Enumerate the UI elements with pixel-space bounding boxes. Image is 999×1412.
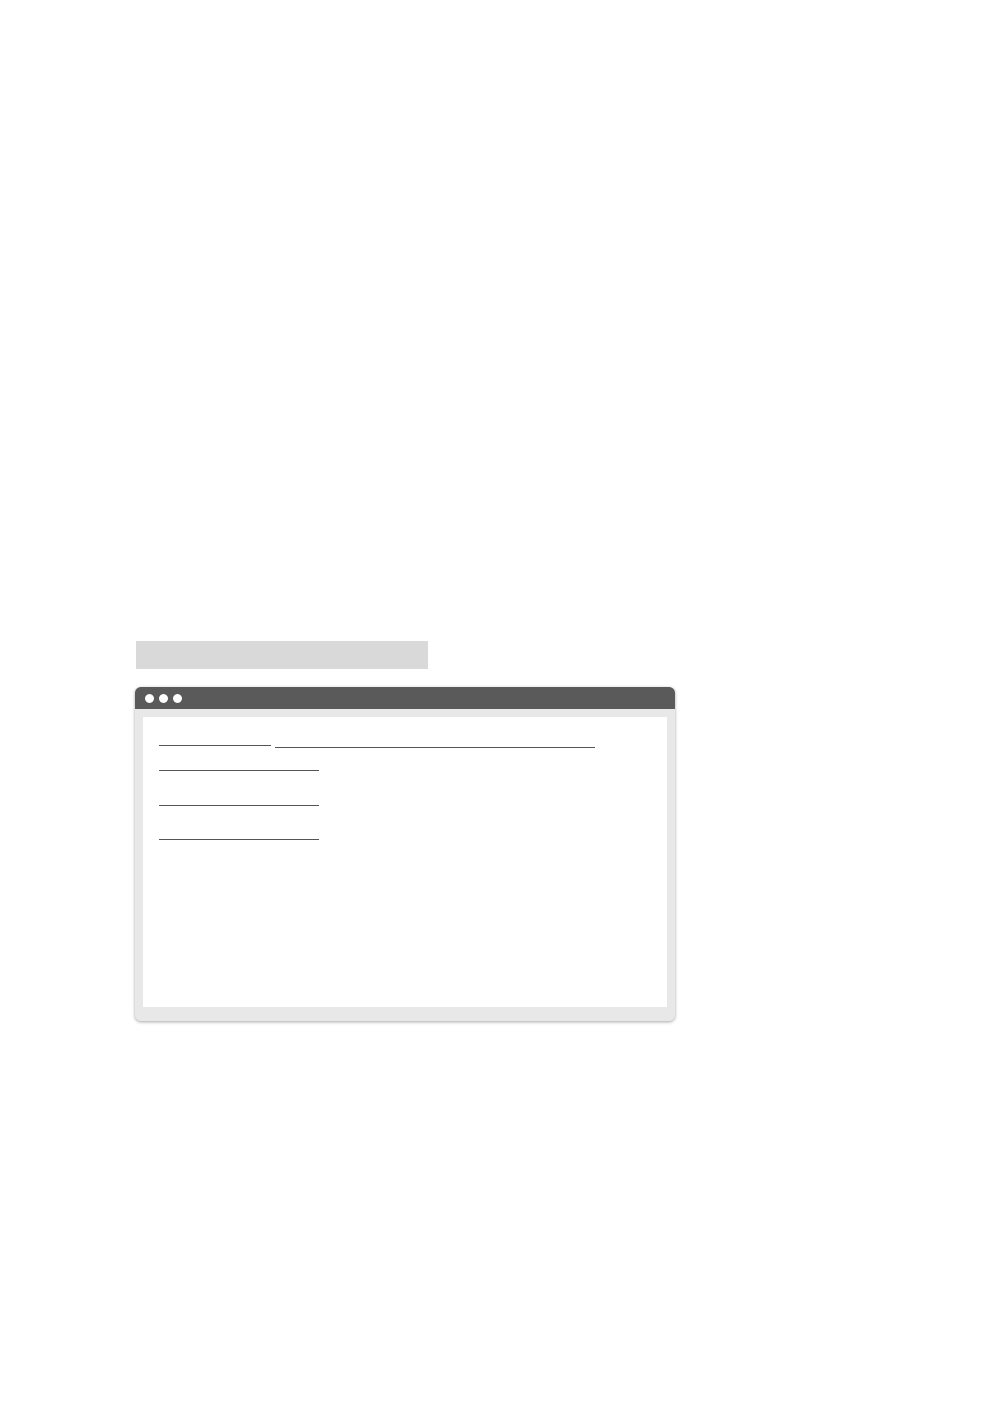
logo-grid-icon	[965, 1372, 983, 1390]
blog-paragraph	[159, 727, 651, 776]
gap-1-input[interactable]	[275, 734, 435, 748]
blog-text	[143, 717, 667, 1007]
gap-4-input[interactable]	[159, 792, 319, 806]
blog-paragraph	[159, 819, 651, 845]
blog-window	[135, 687, 675, 1021]
window-dot-icon	[145, 694, 154, 703]
window-dot-icon	[159, 694, 168, 703]
gap-2-input[interactable]	[435, 734, 595, 748]
window-dot-icon	[173, 694, 182, 703]
blog-window-titlebar	[135, 687, 675, 709]
gap-5-input[interactable]	[159, 826, 319, 840]
gap-3-input[interactable]	[159, 757, 319, 771]
gap-0-answer	[159, 745, 271, 746]
word-box	[136, 641, 428, 669]
liveworksheets-logo	[965, 1372, 987, 1390]
blog-paragraph	[159, 784, 651, 810]
